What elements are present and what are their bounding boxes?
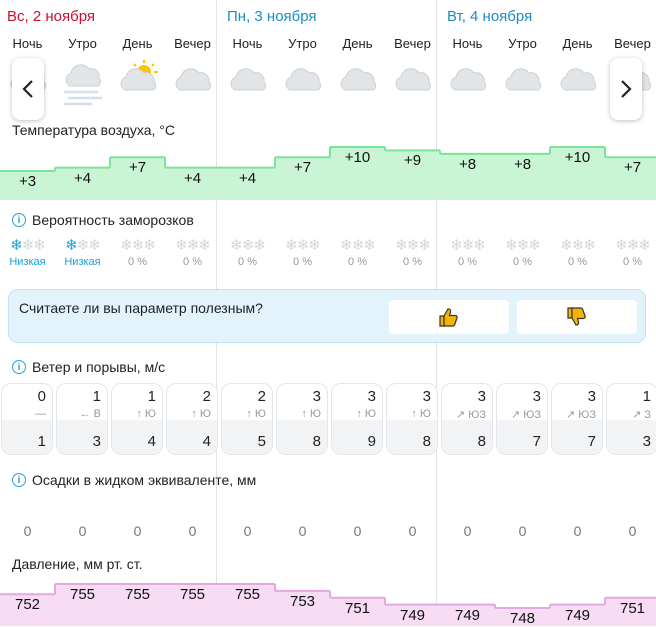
day-header-sunday: Вс, 2 ноября (7, 8, 95, 25)
frost-probability: Низкая (9, 256, 46, 268)
cloudy-icon (281, 60, 336, 104)
period-label: День (342, 36, 373, 51)
frost-probability: 0 % (403, 256, 422, 268)
wind-speed: 3 (532, 388, 541, 405)
fog-cloudy-icon (61, 60, 116, 104)
period-label: Ночь (12, 36, 43, 51)
temp-chart-label: +4 (238, 169, 257, 187)
wind-speed: 1 (642, 388, 651, 405)
wind-direction: ↑ Ю (191, 408, 211, 420)
wind-direction: ↗ ЮЗ (510, 409, 541, 421)
wind-speed: 2 (202, 388, 211, 405)
wind-gust: 4 (147, 433, 156, 450)
precip-value: 0 (188, 523, 197, 539)
precip-value: 0 (298, 523, 307, 539)
temp-chart-label: +9 (403, 152, 422, 170)
period-label: Вечер (614, 36, 651, 51)
wind-speed: 3 (367, 388, 376, 405)
snowflake-icon: ❄❄❄ (285, 237, 320, 254)
press-chart-label: 755 (179, 586, 206, 603)
wind-cell (331, 383, 383, 455)
wind-speed: 3 (477, 388, 486, 405)
precip-value: 0 (133, 523, 142, 539)
frost-probability: 0 % (238, 256, 257, 268)
thumbs-down-icon (566, 306, 588, 328)
period-label: Ночь (232, 36, 263, 51)
snowflake-icon: ❄❄❄ (175, 237, 210, 254)
press-chart-label: 755 (234, 586, 261, 603)
snowflake-icon: ❄❄❄ (395, 237, 430, 254)
partly-sunny-icon (116, 60, 171, 104)
frost-probability: 0 % (568, 256, 587, 268)
snowflake-icon: ❄❄❄ (120, 237, 155, 254)
snowflake-icon: ❄❄❄ (65, 237, 100, 254)
frost-probability: 0 % (293, 256, 312, 268)
wind-cell (221, 383, 273, 455)
poll-question: Считаете ли вы параметр полезным? (19, 300, 263, 316)
info-icon[interactable]: i (12, 360, 26, 374)
next-button[interactable] (610, 58, 642, 120)
frost-probability: 0 % (513, 256, 532, 268)
wind-gust: 8 (312, 433, 321, 450)
wind-gust: 9 (367, 433, 376, 450)
press-chart-label: 748 (509, 610, 536, 627)
press-chart-label: 753 (289, 592, 316, 610)
cloudy-icon (391, 60, 446, 104)
temperature-title: Температура воздуха, °C (12, 122, 175, 138)
press-chart-label: 755 (124, 586, 151, 603)
wind-direction: ↑ Ю (246, 408, 266, 420)
press-chart-label: 749 (564, 606, 591, 624)
temp-chart-label: +8 (458, 155, 477, 173)
snowflake-icon: ❄❄❄ (230, 237, 265, 254)
snowflake-icon: ❄❄❄ (560, 237, 595, 254)
thumbs-up-icon (438, 306, 460, 328)
info-icon[interactable]: i (12, 213, 26, 227)
wind-speed: 3 (587, 388, 596, 405)
temp-chart-label: +3 (18, 173, 37, 190)
wind-direction: — (35, 408, 46, 420)
wind-gust: 3 (642, 433, 651, 450)
temp-chart-label: +7 (128, 159, 147, 177)
wind-direction: ↗ ЮЗ (565, 409, 596, 421)
temp-chart-label: +10 (564, 149, 591, 166)
press-chart-label: 755 (69, 586, 96, 603)
wind-speed: 2 (257, 388, 266, 405)
info-icon[interactable]: i (12, 473, 26, 487)
frost-probability: Низкая (64, 256, 101, 268)
period-label: Утро (508, 36, 537, 51)
wind-gust: 1 (37, 433, 46, 450)
cloudy-icon (556, 60, 611, 104)
press-chart-label: 751 (619, 599, 646, 617)
wind-direction: ↑ Ю (411, 408, 431, 420)
wind-direction: ↑ Ю (356, 408, 376, 420)
frost-probability: 0 % (128, 256, 147, 268)
wind-cell (441, 383, 493, 455)
feedback-poll (8, 289, 646, 343)
snowflake-icon: ❄❄❄ (450, 237, 485, 254)
frost-title: i Вероятность заморозков (12, 212, 194, 228)
wind-speed: 1 (147, 388, 156, 405)
wind-gust: 7 (587, 433, 596, 450)
precip-value: 0 (353, 523, 362, 539)
wind-cell (551, 383, 603, 455)
period-label: Утро (288, 36, 317, 51)
chevron-right-icon (619, 79, 633, 99)
wind-cell (56, 383, 108, 455)
wind-direction: ↗ З (632, 409, 651, 421)
temp-chart-label: +8 (513, 155, 532, 173)
snowflake-icon: ❄❄❄ (340, 237, 375, 254)
wind-direction: ↑ Ю (136, 408, 156, 420)
wind-gust: 5 (257, 433, 266, 450)
press-chart-label: 751 (344, 599, 371, 617)
cloudy-icon (501, 60, 556, 104)
precip-value: 0 (78, 523, 87, 539)
precip-value: 0 (628, 523, 637, 539)
wind-cell (166, 383, 218, 455)
frost-probability: 0 % (183, 256, 202, 268)
precip-title: i Осадки в жидком эквиваленте, мм (12, 472, 256, 488)
period-label: День (562, 36, 593, 51)
press-chart-label: 749 (399, 606, 426, 624)
precip-value: 0 (23, 523, 32, 539)
thumbs-up-button[interactable] (389, 300, 509, 334)
thumbs-down-button[interactable] (517, 300, 637, 334)
cloudy-icon (336, 60, 391, 104)
snowflake-icon: ❄❄❄ (10, 237, 45, 254)
cloudy-icon (446, 60, 501, 104)
frost-probability: 0 % (458, 256, 477, 268)
temp-chart-label: +4 (183, 169, 202, 187)
wind-speed: 3 (422, 388, 431, 405)
wind-cell (606, 383, 656, 455)
wind-gust: 8 (477, 433, 486, 450)
period-label: Ночь (452, 36, 483, 51)
period-label: Утро (68, 36, 97, 51)
wind-cell (386, 383, 438, 455)
temp-chart-label: +7 (293, 159, 312, 177)
wind-speed: 3 (312, 388, 321, 405)
wind-direction: ← В (79, 408, 101, 420)
period-label: Вечер (394, 36, 431, 51)
precip-value: 0 (463, 523, 472, 539)
wind-gust: 7 (532, 433, 541, 450)
temp-chart-label: +4 (73, 169, 92, 187)
precip-value: 0 (243, 523, 252, 539)
snowflake-icon: ❄❄❄ (505, 237, 540, 254)
wind-cell (1, 383, 53, 455)
cloudy-icon (171, 60, 226, 104)
wind-direction: ↑ Ю (301, 408, 321, 420)
wind-speed: 0 (37, 388, 46, 405)
prev-button[interactable] (12, 58, 44, 120)
wind-cell (496, 383, 548, 455)
frost-probability: 0 % (623, 256, 642, 268)
pressure-title: Давление, мм рт. ст. (12, 556, 143, 572)
press-chart-label: 752 (14, 596, 41, 614)
day-header-tuesday: Вт, 4 ноября (447, 8, 533, 25)
wind-cell (111, 383, 163, 455)
wind-gust: 3 (92, 433, 101, 450)
temp-chart-label: +10 (344, 149, 371, 166)
press-chart-label: 749 (454, 606, 481, 624)
day-header-monday: Пн, 3 ноября (227, 8, 317, 25)
precip-value: 0 (573, 523, 582, 539)
wind-cell (276, 383, 328, 455)
wind-direction: ↗ ЮЗ (455, 409, 486, 421)
cloudy-icon (226, 60, 281, 104)
period-label: День (122, 36, 153, 51)
wind-gust: 4 (202, 433, 211, 450)
wind-speed: 1 (92, 388, 101, 405)
wind-gust: 8 (422, 433, 431, 450)
precip-value: 0 (408, 523, 417, 539)
chevron-left-icon (21, 79, 35, 99)
precip-value: 0 (518, 523, 527, 539)
wind-title: i Ветер и порывы, м/с (12, 359, 165, 375)
period-label: Вечер (174, 36, 211, 51)
frost-probability: 0 % (348, 256, 367, 268)
snowflake-icon: ❄❄❄ (615, 237, 650, 254)
temp-chart-label: +7 (623, 159, 642, 177)
